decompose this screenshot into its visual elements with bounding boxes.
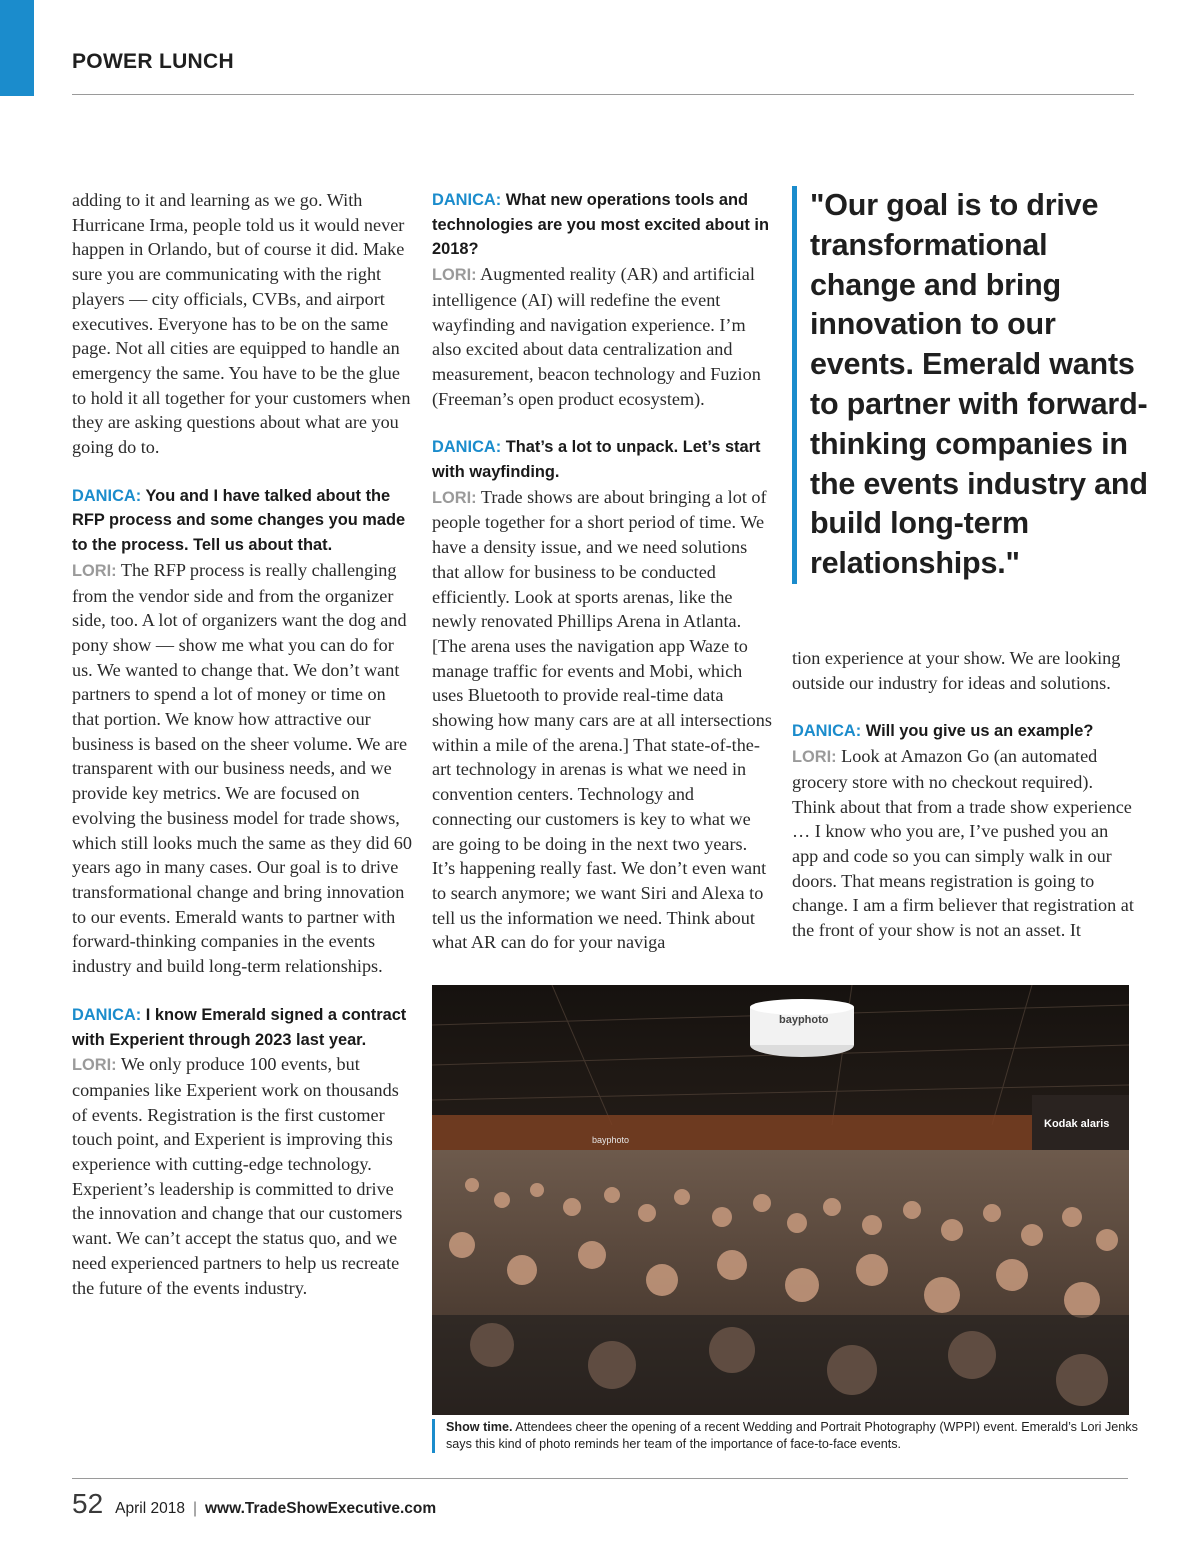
question-example	[792, 719, 1134, 744]
answer-experient	[72, 1052, 412, 1300]
article-column-2	[432, 188, 772, 955]
footer-divider	[72, 1478, 1128, 1479]
caption-text: Attendees cheer the opening of a recent Wedding and Portrait Photography (WPPI) event. Emerald’s Lori Jenks says this kind of photo reminds her team of the importance of face-to-face events.	[446, 1420, 1138, 1451]
footer-separator: |	[192, 1500, 197, 1517]
speaker-danica: DANICA:	[792, 722, 862, 741]
pull-quote	[792, 186, 1155, 584]
question-rfp	[72, 484, 412, 558]
body-paragraph: tion experience at your show. We are looking outside our industry for ideas and solutions.	[792, 648, 1121, 693]
question-text: What new operations tools and technologies are you most excited about in 2018?	[432, 191, 769, 259]
article-column-3	[792, 646, 1134, 943]
speaker-lori: LORI:	[432, 488, 477, 507]
answer-rfp	[72, 558, 412, 979]
speaker-lori: LORI:	[72, 1056, 117, 1075]
website-link[interactable]: www.TradeShowExecutive.com	[204, 1500, 437, 1517]
speaker-danica: DANICA:	[72, 1005, 142, 1024]
speaker-lori: LORI:	[72, 561, 117, 580]
booth-sign-kodak: Kodak alaris	[1044, 1118, 1110, 1130]
event-crowd-photo	[432, 985, 1129, 1415]
booth-sign-bayphoto: bayphoto	[592, 1135, 630, 1145]
speaker-danica: DANICA:	[432, 191, 502, 209]
question-text: Will you give us an example?	[865, 722, 1094, 741]
answer-text: Look at Amazon Go (an automated grocery store with no checkout required). Think about that from a trade show experience … I know who you are, I’ve pushed you an app and code so you can simply walk in our doors. That means registration is going to change. I am a firm believer that registration at the front of your show is not an asset. It	[792, 746, 1134, 941]
question-experient	[72, 1003, 412, 1052]
answer-text: Trade shows are about bringing a lot of people together for a short period of time. We have a density issue, and we need solutions that allow for business to be conducted efficiently. Look at sports arenas, like the newly renovated Phillips Arena in Atlanta. [The arena uses the navigation app Waze to manage traffic for events and Mobi, which uses Bluetooth to provide real-time data showing how many cars are at all intersections within a mile of the arena.] That state-of-the-art technology in arenas is what we need in convention centers. Technology and connecting our customers is key to what we are going to be doing in the next two years. It’s happening really fast. We don’t even want to search anymore; we want Siri and Alexa to tell us the information we need. Think about what AR can do for your naviga	[432, 486, 772, 953]
page-footer	[72, 1488, 436, 1520]
section-title: POWER LUNCH	[72, 50, 234, 73]
speaker-lori: LORI:	[792, 748, 837, 767]
answer-text: We only produce 100 events, but companies like Experient work on thousands of events. Registration is the first customer touch point, and Experient is improving this experience with cutting-edge technology. Experient’s leadership is committed to drive the innovation and change that our customers want. We can’t accept the status quo, and we need experienced partners to help us recreate the future of the events industry.	[72, 1054, 403, 1298]
page-number: 52	[72, 1488, 104, 1519]
issue-date: April 2018	[115, 1500, 185, 1517]
caption-lead: Show time.	[446, 1420, 513, 1434]
answer-example	[792, 744, 1134, 943]
answer-wayfinding	[432, 485, 772, 955]
answer-technologies	[432, 262, 772, 411]
speaker-danica: DANICA:	[432, 438, 502, 457]
crowd-shadows	[432, 1315, 1129, 1415]
answer-text: Augmented reality (AR) and artificial intelligence (AI) will redefine the event wayfinding and navigation experience. I’m also excited about data centralization and measurement, beacon technology and Fuzion (Freeman’s open product ecosystem).	[432, 264, 761, 409]
article-column-1	[72, 188, 412, 1300]
question-text: I know Emerald signed a contract with Experient through 2023 last year.	[72, 1005, 407, 1049]
pull-quote-text: "Our goal is to drive transformational change and bring innovation to our events. Emerald wants to partner with forward-thinking companies in the events industry and build long-term relationships."	[810, 188, 1148, 581]
body-paragraph: adding to it and learning as we go. With Hurricane Irma, people told us it would never happen in Orlando, but of course it did. Make sure you are communicating with the right players — city officials, CVBs, and airport executives. Everyone has to be on the same page. Not all cities are equipped to handle an emergency the same. You have to be the glue to hold it all together for your customers when they are asking questions about what are you going do to.	[72, 190, 411, 458]
header-divider	[72, 94, 1134, 95]
header-accent-bar	[0, 0, 34, 96]
question-text: That’s a lot to unpack. Let’s start with wayfinding.	[432, 438, 761, 482]
answer-text: The RFP process is really challenging from the vendor side and from the organizer side, too. A lot of organizers want the dog and pony show — show me what you can do for us. We wanted to change that. We don’t want partners to spend a lot of money or time on that portion. We know how attractive our business is based on the sheer volume. We are transparent with our business needs, and we provide key metrics. We are focused on evolving the business model for trade shows, which still looks much the same as they did 60 years ago in many cases. Our goal is to drive transformational change and bring innovation to our events. Emerald wants to partner with forward-thinking companies in the events industry and build long-term relationships.	[72, 559, 412, 977]
question-technologies	[432, 188, 772, 262]
speaker-danica: DANICA:	[72, 486, 142, 505]
hanging-banner-text: bayphoto	[779, 1014, 829, 1026]
question-text: You and I have talked about the RFP process and some changes you made to the process. Tell us about that.	[72, 486, 406, 555]
photo-caption	[432, 1419, 1141, 1453]
question-wayfinding	[432, 435, 772, 484]
speaker-lori: LORI:	[432, 266, 477, 285]
